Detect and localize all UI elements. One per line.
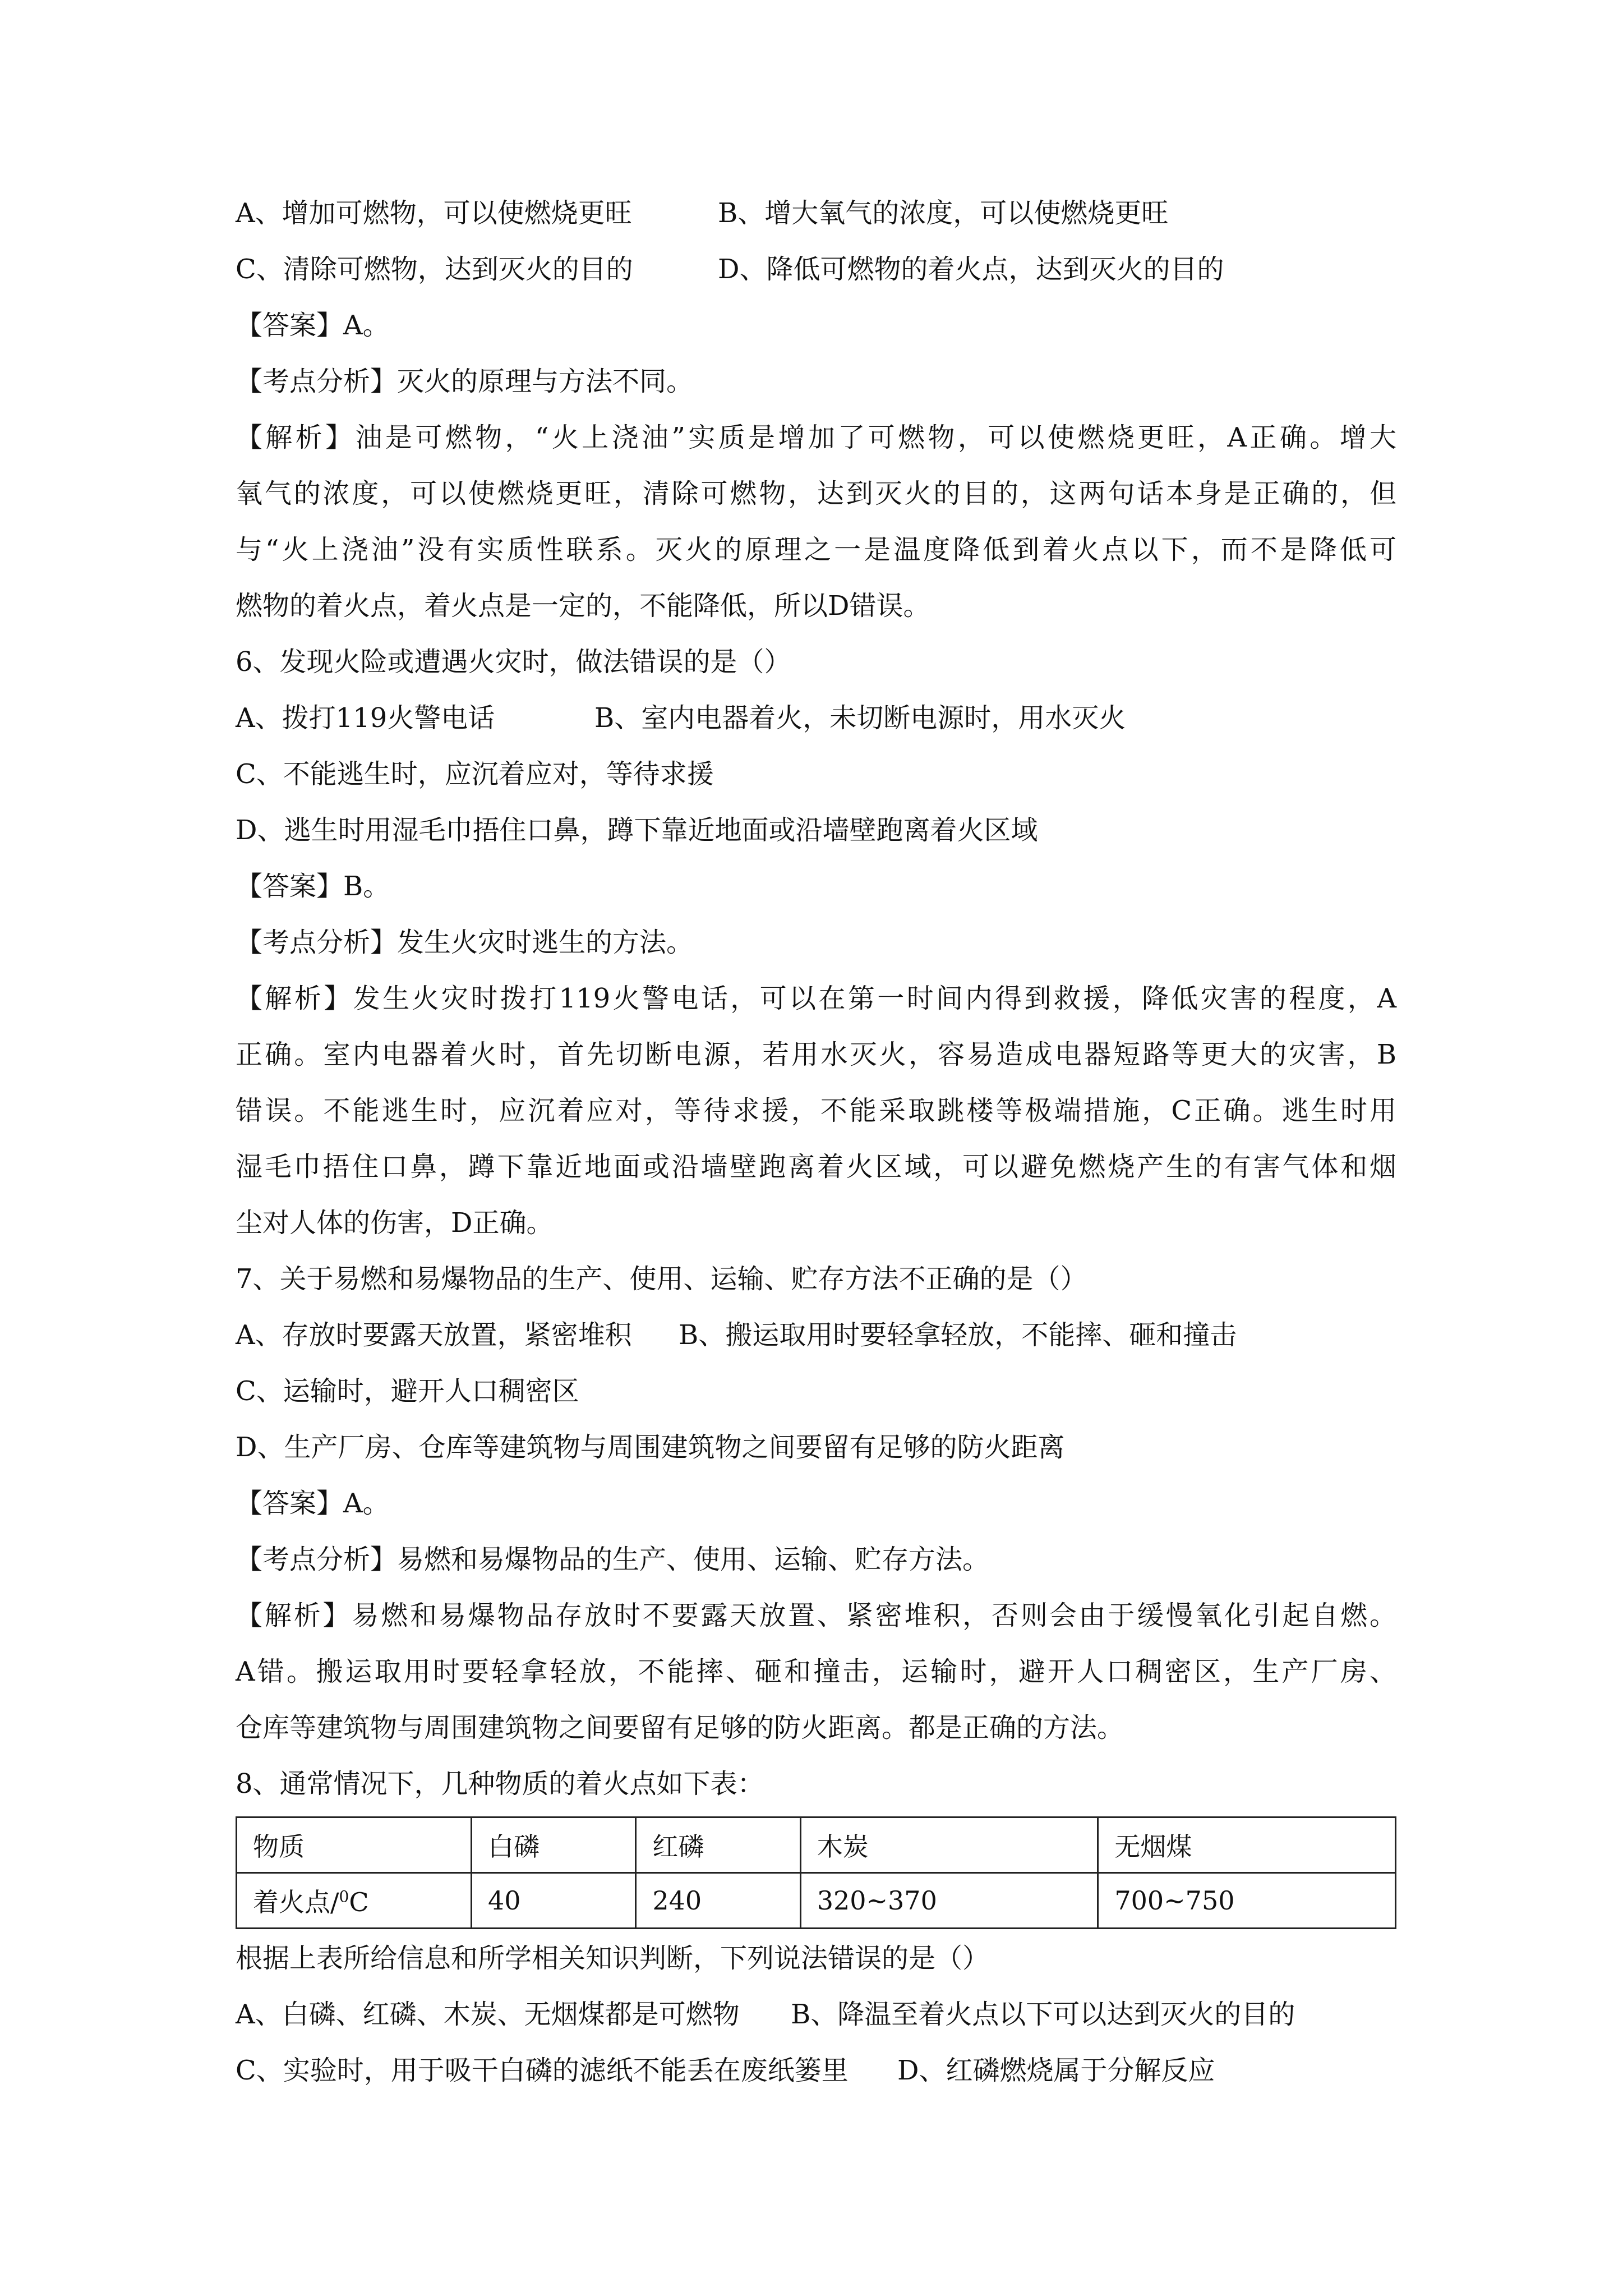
q5-option-c: C、清除可燃物，达到灭火的目的: [236, 254, 633, 285]
table-cell: 40: [472, 1873, 636, 1929]
table-header-row: [237, 1818, 1396, 1873]
q7-options-ab: [236, 1307, 1396, 1363]
q8-option-c: C、实验时，用于吸干白磷的滤纸不能丢在废纸篓里: [236, 2055, 849, 2086]
table-row-label: [237, 1873, 472, 1929]
q5-explanation-line: 燃物的着火点，着火点是一定的，不能降低，所以D错误。: [236, 590, 930, 622]
q7-option-d: D、生产厂房、仓库等建筑物与周围建筑物之间要留有足够的防火距离: [236, 1432, 1065, 1463]
table-header-cell: 无烟煤: [1098, 1818, 1396, 1873]
document-page: [236, 185, 1396, 2099]
table-header-cell: 物质: [237, 1818, 472, 1873]
row-label-suffix: C: [349, 1887, 369, 1917]
row-label-prefix: 着火点/: [253, 1887, 339, 1917]
q7-stem: 7、关于易燃和易爆物品的生产、使用、运输、贮存方法不正确的是（）: [236, 1263, 1087, 1295]
table-row: [237, 1873, 1396, 1929]
q6-explanation-line: 【解析】发生火灾时拨打119火警电话，可以在第一时间内得到救援，降低灾害的程度，A: [236, 983, 1396, 1014]
q6-option-a: A、拨打119火警电话: [236, 702, 495, 734]
q6-explanation-line: 湿毛巾捂住口鼻，蹲下靠近地面或沿墙壁跑离着火区域，可以避免燃烧产生的有害气体和烟: [236, 1151, 1396, 1182]
q7-explanation-line: A错。搬运取用时要轻拿轻放，不能摔、砸和撞击，运输时，避开人口稠密区，生产厂房、: [236, 1656, 1396, 1687]
q6-analysis: 【考点分析】发生火灾时逃生的方法。: [236, 927, 694, 958]
q5-analysis: 【考点分析】灭火的原理与方法不同。: [236, 366, 694, 397]
q8-followup: 根据上表所给信息和所学相关知识判断，下列说法错误的是（）: [236, 1943, 990, 1974]
q5-option-a: A、增加可燃物，可以使燃烧更旺: [236, 197, 632, 229]
table-header-cell: 红磷: [636, 1818, 800, 1873]
q7-explanation-line: 【解析】易燃和易爆物品存放时不要露天放置、紧密堆积，否则会由于缓慢氧化引起自燃。: [236, 1600, 1396, 1631]
q6-answer: 【答案】B。: [236, 871, 390, 902]
q5-options-ab: [236, 185, 1396, 241]
q5-explanation-line: 与“火上浇油”没有实质性联系。灭火的原理之一是温度降低到着火点以下，而不是降低可: [236, 534, 1396, 565]
q6-option-d: D、逃生时用湿毛巾捂住口鼻，蹲下靠近地面或沿墙壁跑离着火区域: [236, 815, 1038, 846]
q8-options-cd: [236, 2042, 1396, 2099]
table-header-cell: 白磷: [472, 1818, 636, 1873]
table-cell: 320~370: [800, 1873, 1098, 1929]
table-header-cell: 木炭: [800, 1818, 1098, 1873]
q7-option-a: A、存放时要露天放置，紧密堆积: [236, 1319, 632, 1351]
q5-explanation-line: 【解析】油是可燃物，“火上浇油”实质是增加了可燃物，可以使燃烧更旺，A正确。增大: [236, 422, 1396, 453]
q8-option-a: A、白磷、红磷、木炭、无烟煤都是可燃物: [236, 1999, 740, 2030]
ignition-point-table: [236, 1816, 1396, 1929]
q5-option-b: B、增大氧气的浓度，可以使燃烧更旺: [718, 197, 1169, 229]
q7-explanation-line: 仓库等建筑物与周围建筑物之间要留有足够的防火距离。都是正确的方法。: [236, 1712, 1124, 1743]
q6-stem: 6、发现火险或遭遇火灾时，做法错误的是（）: [236, 646, 791, 678]
q6-option-b: B、室内电器着火，未切断电源时，用水灭火: [594, 702, 1126, 734]
q6-explanation-line: 错误。不能逃生时，应沉着应对，等待求援，不能采取跳楼等极端措施，C正确。逃生时用: [236, 1095, 1396, 1126]
q6-options-ab: [236, 690, 1396, 746]
table-cell: 700~750: [1098, 1873, 1396, 1929]
q7-option-b: B、搬运取用时要轻拿轻放，不能摔、砸和撞击: [679, 1319, 1237, 1351]
q8-option-b: B、降温至着火点以下可以达到灭火的目的: [791, 1999, 1295, 2030]
q8-options-ab: [236, 1986, 1396, 2042]
q6-explanation-line: 尘对人体的伤害，D正确。: [236, 1207, 554, 1239]
q5-option-d: D、降低可燃物的着火点，达到灭火的目的: [718, 254, 1224, 285]
table-cell: 240: [636, 1873, 800, 1929]
q7-answer: 【答案】A。: [236, 1488, 390, 1519]
q5-explanation-line: 氧气的浓度，可以使燃烧更旺，清除可燃物，达到灭火的目的，这两句话本身是正确的，但: [236, 478, 1396, 509]
q5-answer: 【答案】A。: [236, 310, 390, 341]
q6-explanation-line: 正确。室内电器着火时，首先切断电源，若用水灭火，容易造成电器短路等更大的灾害，B: [236, 1039, 1396, 1070]
q8-option-d: D、红磷燃烧属于分解反应: [897, 2055, 1215, 2086]
q8-stem: 8、通常情况下，几种物质的着火点如下表：: [236, 1768, 764, 1800]
q6-option-c: C、不能逃生时，应沉着应对，等待求援: [236, 758, 714, 790]
q7-analysis: 【考点分析】易燃和易爆物品的生产、使用、运输、贮存方法。: [236, 1544, 990, 1575]
q7-option-c: C、运输时，避开人口稠密区: [236, 1375, 579, 1407]
row-label-superscript: 0: [339, 1887, 349, 1906]
q5-options-cd: [236, 241, 1396, 297]
